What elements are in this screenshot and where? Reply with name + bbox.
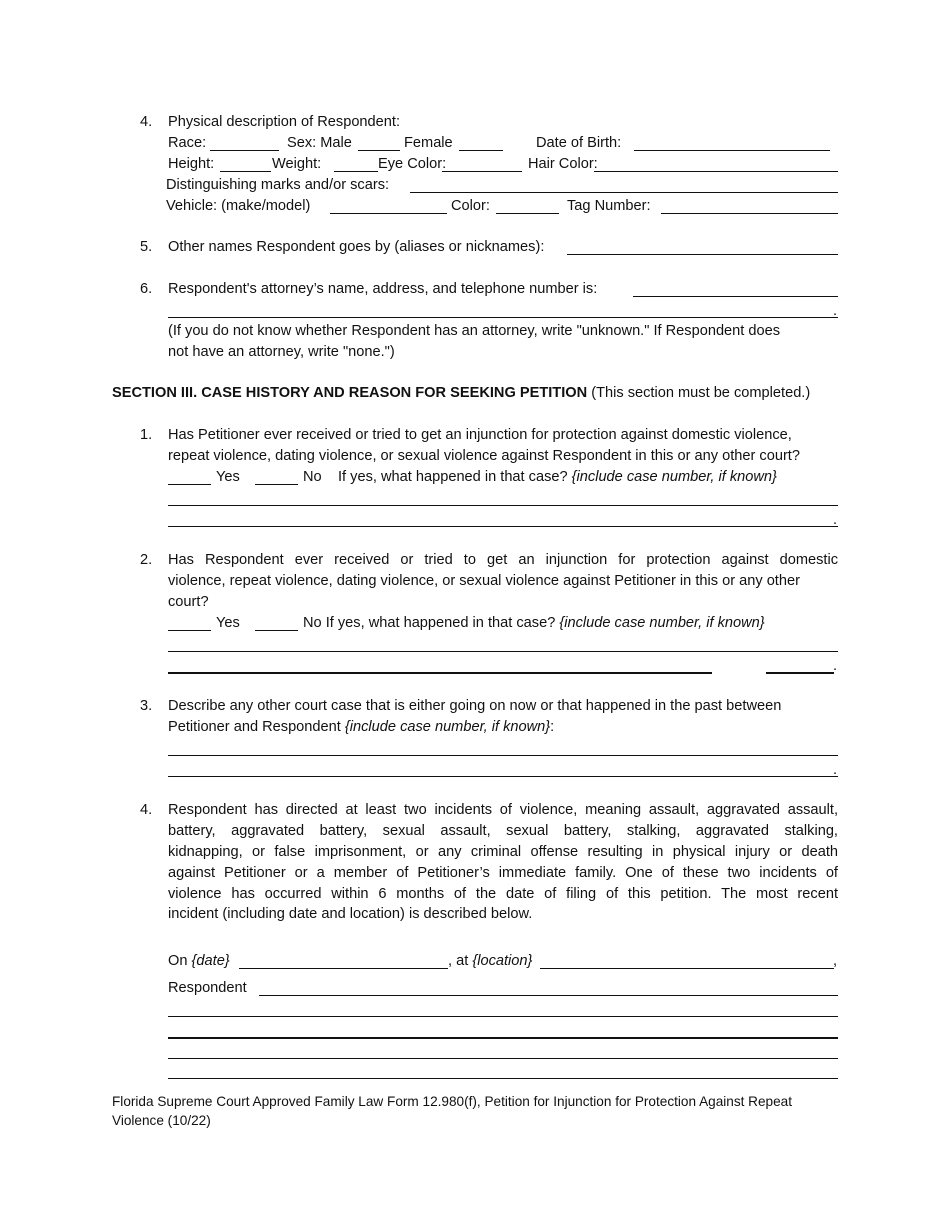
incident-line[interactable] <box>168 1078 838 1079</box>
period: . <box>833 303 838 319</box>
q1-answer-line[interactable] <box>168 526 838 527</box>
question-text: Has Petitioner ever received or tried to get an injunction for protection against domestic violence, <box>168 427 792 443</box>
q3-parties: Petitioner and Respondent <box>168 719 341 735</box>
date-field[interactable] <box>239 968 448 969</box>
question-text: battery, aggravated battery, sexual assault, sexual battery, stalking, aggravated stalking, <box>168 823 838 839</box>
period: . <box>833 762 838 778</box>
q2-answer-line[interactable] <box>168 651 838 652</box>
dob-field[interactable] <box>634 150 830 151</box>
question-text: Describe any other court case that is either going on now or that happened in the past between <box>168 698 782 714</box>
question-text: incident (including date and location) is described below. <box>168 906 533 922</box>
sex-male-label: Sex: Male <box>287 135 352 151</box>
aliases-label: Other names Respondent goes by (aliases or nicknames): <box>168 239 545 255</box>
tag-label: Tag Number: <box>567 198 651 214</box>
colon: : <box>550 719 555 735</box>
height-field[interactable] <box>220 171 271 172</box>
footer-text: Florida Supreme Court Approved Family Law Form 12.980(f), Petition for Injunction for Protection Against Repeat <box>112 1094 793 1109</box>
no-if-yes-label: No If yes, what happened in that case? <box>303 615 556 631</box>
height-label: Height: <box>168 156 215 172</box>
no-label: No <box>303 469 322 485</box>
question-text: violence, repeat violence, dating violence, or sexual violence against Petitioner in this or any other <box>168 573 800 589</box>
section-title <box>112 384 810 402</box>
vehicle-label: Vehicle: (make/model) <box>166 198 311 214</box>
section-title-text: SECTION III. CASE HISTORY AND REASON FOR SEEKING PETITION <box>112 385 588 401</box>
color-field[interactable] <box>496 213 559 214</box>
q2-no-field[interactable] <box>255 630 298 631</box>
item-number: 4. <box>140 802 153 818</box>
vehicle-field[interactable] <box>330 213 447 214</box>
eye-color-field[interactable] <box>442 171 522 172</box>
race-field[interactable] <box>210 150 279 151</box>
question-text: Respondent has directed at least two incidents of violence, meaning assault, aggravated assault, <box>168 802 838 818</box>
q3-answer-line[interactable] <box>168 755 838 756</box>
aliases-field[interactable] <box>567 254 838 255</box>
respondent-label: Respondent <box>168 980 247 996</box>
attorney-field[interactable] <box>633 296 838 297</box>
question-text: violence has occurred within 6 months of the date of filing of this petition. The most recent <box>168 886 838 902</box>
comma: , <box>833 953 838 969</box>
if-yes-text <box>338 468 777 486</box>
location-hint: {location} <box>472 953 533 969</box>
q2-answer-line[interactable] <box>168 672 712 674</box>
at-location-label <box>448 952 532 970</box>
date-hint: {date} <box>191 953 230 969</box>
q2-yes-field[interactable] <box>168 630 211 631</box>
item-heading: Physical description of Respondent: <box>168 114 401 130</box>
case-hint: {include case number, if known} <box>571 469 777 485</box>
attorney-field-line[interactable] <box>168 317 838 318</box>
item-number: 5. <box>140 239 153 255</box>
period: . <box>833 658 838 674</box>
at-label: , at <box>448 953 469 969</box>
item-number: 2. <box>140 552 153 568</box>
on-date-label <box>168 952 230 970</box>
tag-field[interactable] <box>661 213 838 214</box>
item-number: 1. <box>140 427 153 443</box>
question-text: court? <box>168 594 209 610</box>
yes-label: Yes <box>216 615 240 631</box>
question-text: against Petitioner or a member of Petitioner’s immediate family. One of these two incidents of <box>168 865 838 881</box>
item-number: 4. <box>140 114 153 130</box>
weight-label: Weight: <box>272 156 322 172</box>
attorney-label: Respondent's attorney’s name, address, and telephone number is: <box>168 281 598 297</box>
q1-no-field[interactable] <box>255 484 298 485</box>
if-yes-label: If yes, what happened in that case? <box>338 469 568 485</box>
question-text: kidnapping, or false imprisonment, or any criminal offense resulting in physical injury or death <box>168 844 838 860</box>
incident-line[interactable] <box>168 1037 838 1039</box>
hair-color-label: Hair Color: <box>528 156 598 172</box>
yes-label: Yes <box>216 469 240 485</box>
female-field[interactable] <box>459 150 503 151</box>
race-label: Race: <box>168 135 207 151</box>
q1-yes-field[interactable] <box>168 484 211 485</box>
attorney-note: (If you do not know whether Respondent has an attorney, write "unknown." If Respondent does <box>168 323 781 339</box>
q2-answer-line-end[interactable] <box>766 672 834 674</box>
question-text: repeat violence, dating violence, or sexual violence against Respondent in this or any other court? <box>168 448 800 464</box>
question-text <box>168 718 554 736</box>
case-hint: {include case number, if known} <box>559 615 765 631</box>
location-field[interactable] <box>540 968 834 969</box>
incident-line[interactable] <box>168 1016 838 1017</box>
if-yes-text <box>303 614 765 632</box>
eye-color-label: Eye Color: <box>378 156 447 172</box>
on-label: On <box>168 953 188 969</box>
attorney-note: not have an attorney, write "none.") <box>168 344 395 360</box>
female-label: Female <box>404 135 453 151</box>
sex-male-field[interactable] <box>358 150 400 151</box>
item-number: 3. <box>140 698 153 714</box>
section-note: (This section must be completed.) <box>591 385 811 401</box>
marks-field[interactable] <box>410 192 838 193</box>
question-text: Has Respondent ever received or tried to get an injunction for protection against domestic <box>168 552 838 568</box>
hair-color-field[interactable] <box>594 171 838 172</box>
footer-text: Violence (10/22) <box>112 1113 211 1128</box>
marks-label: Distinguishing marks and/or scars: <box>166 177 390 193</box>
incident-line[interactable] <box>259 995 838 996</box>
case-hint: {include case number, if known} <box>344 719 551 735</box>
q3-answer-line[interactable] <box>168 776 838 777</box>
incident-line[interactable] <box>168 1058 838 1059</box>
color-label: Color: <box>451 198 490 214</box>
period: . <box>833 512 838 528</box>
item-number: 6. <box>140 281 153 297</box>
dob-label: Date of Birth: <box>536 135 622 151</box>
q1-answer-line[interactable] <box>168 505 838 506</box>
weight-field[interactable] <box>334 171 378 172</box>
